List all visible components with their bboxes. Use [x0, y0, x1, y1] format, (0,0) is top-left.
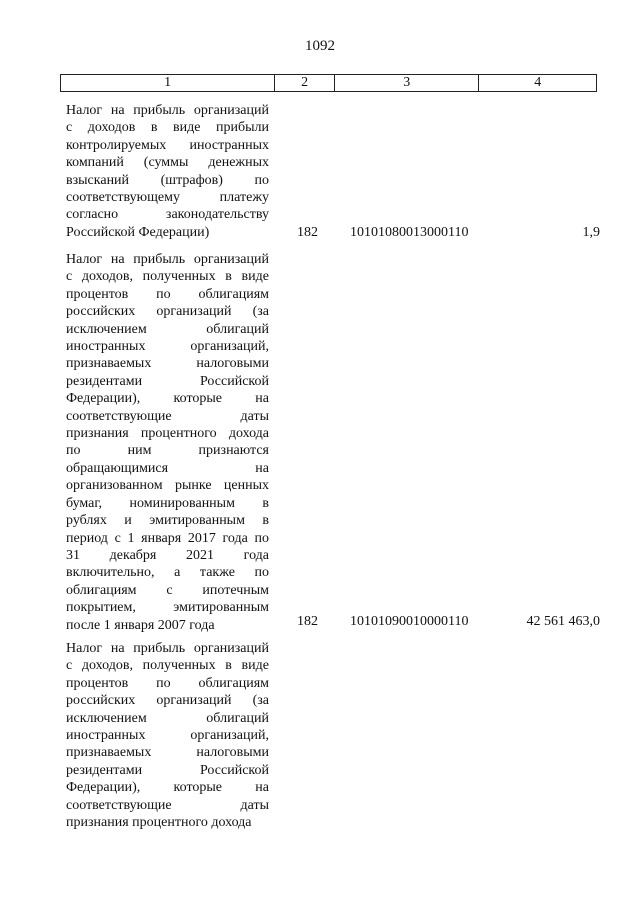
description-line: процентов по облигациям: [66, 286, 269, 302]
row-description: [66, 102, 269, 241]
description-line: обращающимися на: [66, 460, 269, 476]
description-line: резидентами Российской: [66, 762, 269, 778]
description-line: организованном рынке ценных: [66, 478, 269, 494]
admin-code: 182: [297, 225, 318, 240]
description-line: Российской Федерации): [66, 224, 210, 240]
description-line: период с 1 января 2017 года по: [66, 530, 269, 546]
description-line: российских организаций (за: [66, 693, 269, 709]
header-col-1: 1: [61, 75, 275, 91]
description-line: признания процентного дохода: [66, 426, 269, 442]
description-line: признаваемых налоговыми: [66, 356, 269, 372]
description-line: исключением облигаций: [66, 321, 269, 337]
description-line: рублях и эмитированным в: [66, 513, 269, 529]
description-line: процентов по облигациям: [66, 675, 269, 691]
description-line: исключением облигаций: [66, 710, 269, 726]
description-line: соответствующие даты: [66, 408, 269, 424]
description-line: покрытием, эмитированным: [66, 600, 269, 616]
amount: 1,9: [582, 225, 600, 240]
description-line: соответствующему платежу: [66, 190, 269, 206]
description-line: включительно, а также по: [66, 565, 269, 581]
description-line: иностранных организаций,: [66, 339, 269, 355]
kbk-code: 10101090010000110: [350, 614, 469, 629]
header-col-3: 3: [335, 75, 479, 91]
row-description: [66, 640, 269, 831]
description-line: 31 декабря 2021 года: [66, 547, 269, 563]
description-line: резидентами Российской: [66, 373, 269, 389]
table-row: [66, 102, 600, 241]
description-line: с доходов в виде прибыли: [66, 120, 269, 136]
description-line: по ним признаются: [66, 443, 269, 459]
description-line: контролируемых иностранных: [66, 137, 269, 153]
description-line: Налог на прибыль организаций: [66, 641, 269, 656]
kbk-code: 10101080013000110: [350, 225, 469, 240]
description-line: Федерации), которые на: [66, 780, 269, 796]
description-line: компаний (суммы денежных: [66, 155, 269, 171]
description-line: соответствующие даты: [66, 797, 269, 813]
description-line: признаваемых налоговыми: [66, 745, 269, 761]
description-line: иностранных организаций,: [66, 728, 269, 744]
description-line: бумаг, номинированным в: [66, 495, 269, 511]
amount: 42 561 463,0: [526, 614, 600, 629]
table-row: [66, 640, 600, 831]
description-line: признания процентного дохода: [66, 815, 252, 831]
description-line: российских организаций (за: [66, 304, 269, 320]
header-col-2: 2: [275, 75, 335, 91]
description-line: облигациям с ипотечным: [66, 582, 269, 598]
description-line: Федерации), которые на: [66, 391, 269, 407]
description-line: согласно законодательству: [66, 207, 269, 223]
page-number: 1092: [305, 38, 335, 54]
admin-code: 182: [297, 614, 318, 629]
description-line: после 1 января 2007 года: [66, 617, 215, 633]
description-line: Налог на прибыль организаций: [66, 252, 269, 267]
row-description: [66, 251, 269, 634]
description-line: Налог на прибыль организаций: [66, 103, 269, 118]
table-row: [66, 251, 600, 634]
description-line: с доходов, полученных в виде: [66, 269, 269, 285]
description-line: взысканий (штрафов) по: [66, 172, 269, 188]
description-line: с доходов, полученных в виде: [66, 658, 269, 674]
table-header: [60, 74, 597, 92]
header-col-4: 4: [534, 75, 542, 90]
